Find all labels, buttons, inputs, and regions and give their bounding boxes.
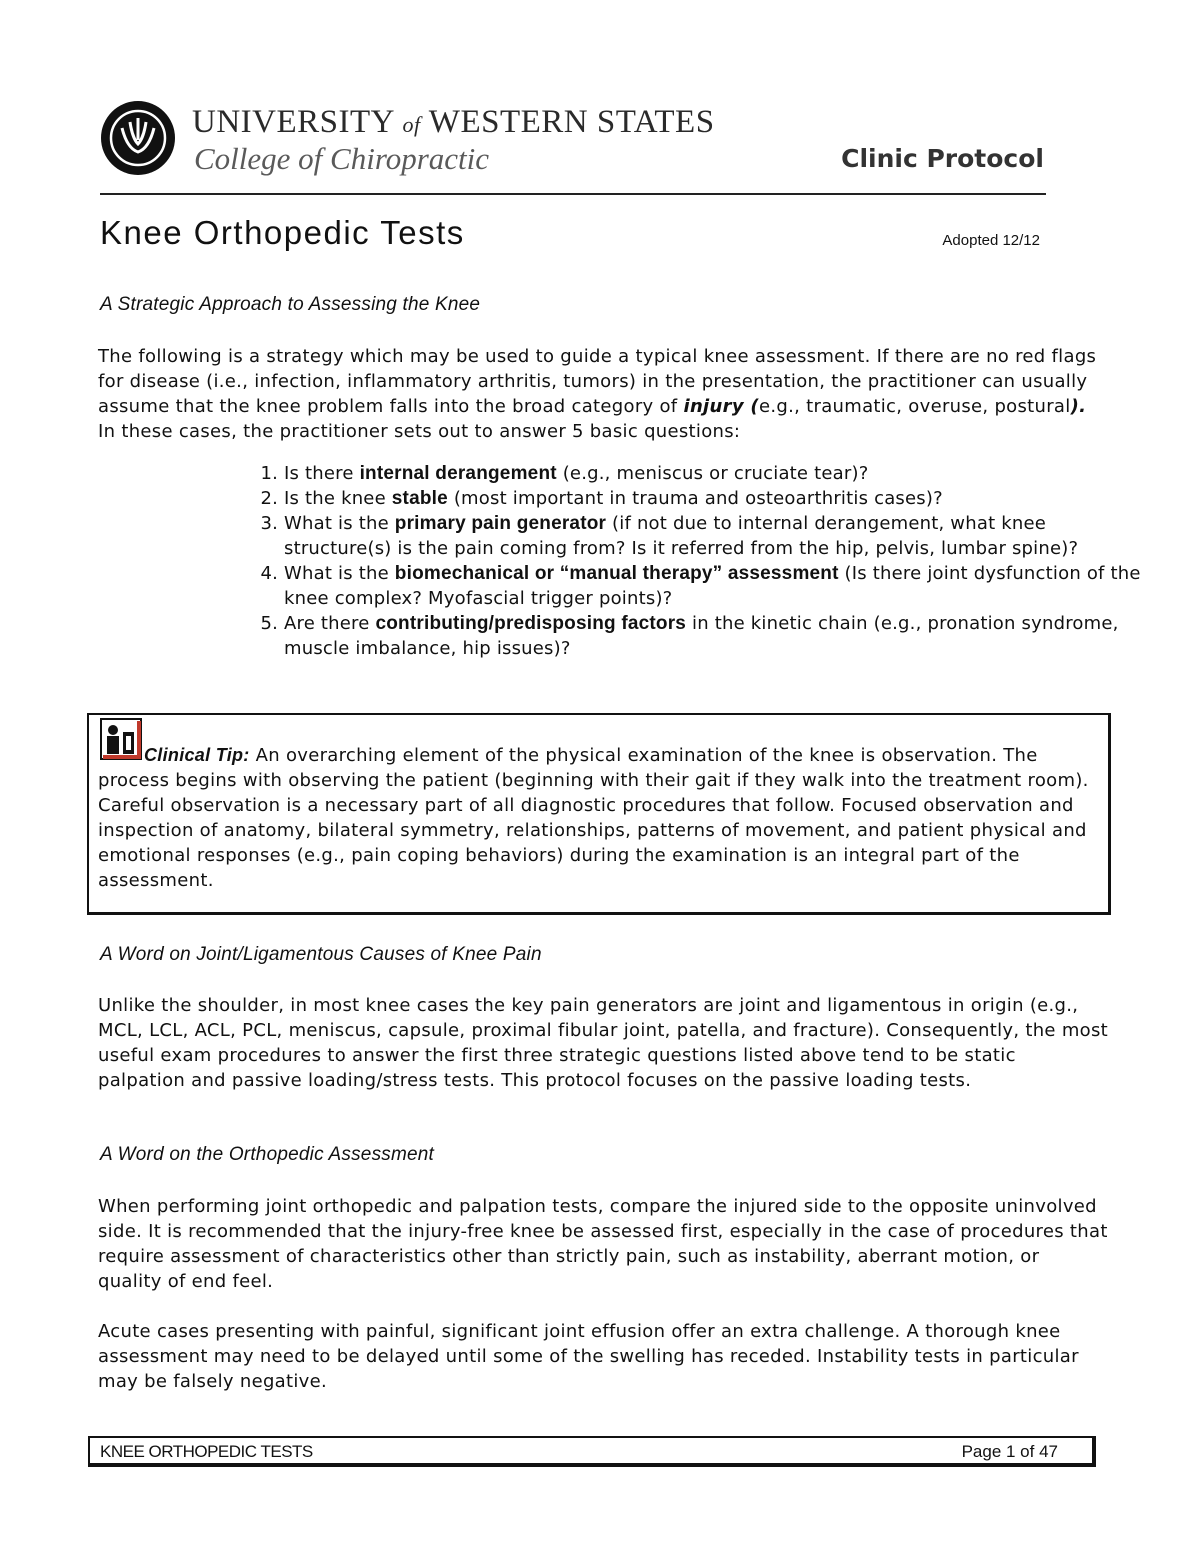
question-text: What is the <box>284 563 395 584</box>
question-keyword: contributing/predisposing factors <box>375 613 687 634</box>
intro-emphasis-close: ). <box>1070 396 1087 417</box>
question-text: Is there <box>284 463 360 484</box>
question-text: (e.g., meniscus or cruciate tear)? <box>556 463 869 484</box>
university-seal-logo <box>100 100 176 176</box>
question-text: (if not due to internal derangement, what knee structure(s) is the pain coming from? Is it referred from the hip, pelvis, lumbar spine)? <box>284 513 1079 559</box>
question-text: (most important in trauma and osteoarthritis cases)? <box>447 488 943 509</box>
strategic-questions-list <box>240 461 1144 661</box>
document-title: Knee Orthopedic Tests <box>100 214 465 251</box>
question-text: What is the <box>284 513 395 534</box>
question-keyword: biomechanical or “manual therapy” assessment <box>394 563 839 584</box>
university-prefix: UNIVERSITY <box>192 104 394 140</box>
question-text: Are there <box>284 613 376 634</box>
page-footer <box>88 1436 1096 1467</box>
intro-text-b: e.g., traumatic, overuse, postural <box>758 396 1071 417</box>
orthopedic-assessment-paragraph-1: When performing joint orthopedic and palpation tests, compare the injured side to the opposite uninvolved side. It is recommended that the injury-free knee be assessed first, especially in the case of procedures that require assessment of characteristics other than strictly pain, such as instability, aberrant motion, or quality of end feel. <box>98 1196 1108 1292</box>
joint-ligamentous-paragraph: Unlike the shoulder, in most knee cases the key pain generators are joint and ligamentous in origin (e.g., MCL, LCL, ACL, PCL, meniscus, capsule, proximal fibular joint, patella, and fracture). Consequently, the most useful exam procedures to answer the first three strategic questions listed above tend to be static palpation and passive loading/stress tests. This protocol focuses on the passive loading tests. <box>98 995 1109 1091</box>
section-heading-orthopedic-assessment: A Word on the Orthopedic Assessment <box>100 1144 435 1165</box>
university-name <box>192 104 715 141</box>
question-text: (Is there joint dysfunction of the knee complex? Myofascial trigger points)? <box>284 563 1141 609</box>
adopted-date: Adopted 12/12 <box>942 232 1040 249</box>
university-suffix: WESTERN STATES <box>428 104 715 140</box>
question-keyword: primary pain generator <box>394 513 607 534</box>
section-heading-strategic-approach: A Strategic Approach to Assessing the Knee <box>100 294 481 315</box>
clinical-tip-text <box>98 743 1098 893</box>
clinical-tip-label: Clinical Tip: <box>144 745 250 765</box>
list-item <box>284 561 1144 611</box>
section-heading-joint-ligamentous: A Word on Joint/Ligamentous Causes of Knee Pain <box>100 944 542 965</box>
question-keyword: internal derangement <box>359 463 557 484</box>
footer-page-number: Page 1 of 47 <box>961 1442 1058 1461</box>
intro-emphasis-injury: injury ( <box>683 396 759 417</box>
intro-text-a: The following is a strategy which may be used to guide a typical knee assessment. If there are no red flags for disease (i.e., infection, inflammatory arthritis, tumors) in the presentation, the practitioner can usually assume that the knee problem falls into the broad category of <box>98 346 1097 417</box>
clinical-tip-body: An overarching element of the physical examination of the knee is observation. The process begins with observing the patient (beginning with their gait if they walk into the treatment room). Careful observation is a necessary part of all diagnostic procedures that follow. Focused observation and inspection of anatomy, bilateral symmetry, relationships, patterns of movement, and patient physical and emotional responses (e.g., pain coping behaviors) during the examination is an integral part of the assessment. <box>98 745 1089 891</box>
college-name: College of Chiropractic <box>194 141 490 176</box>
intro-paragraph <box>98 344 1108 444</box>
question-keyword: stable <box>391 488 448 509</box>
list-item <box>284 461 1144 486</box>
header-divider <box>100 193 1046 195</box>
list-item <box>284 611 1144 661</box>
footer-document-name: KNEE ORTHOPEDIC TESTS <box>100 1442 313 1461</box>
intro-text-c: In these cases, the practitioner sets out to answer 5 basic questions: <box>98 421 741 442</box>
list-item <box>284 511 1144 561</box>
clinic-protocol-label: Clinic Protocol <box>841 144 1044 173</box>
list-item <box>284 486 1144 511</box>
question-text: in the kinetic chain (e.g., pronation syndrome, muscle imbalance, hip issues)? <box>284 613 1119 659</box>
university-of: of <box>402 112 421 137</box>
question-text: Is the knee <box>284 488 392 509</box>
orthopedic-assessment-paragraph-2: Acute cases presenting with painful, significant joint effusion offer an extra challenge. A thorough knee assessment may need to be delayed until some of the swelling has receded. Instability tests in particular may be falsely negative. <box>98 1321 1079 1392</box>
